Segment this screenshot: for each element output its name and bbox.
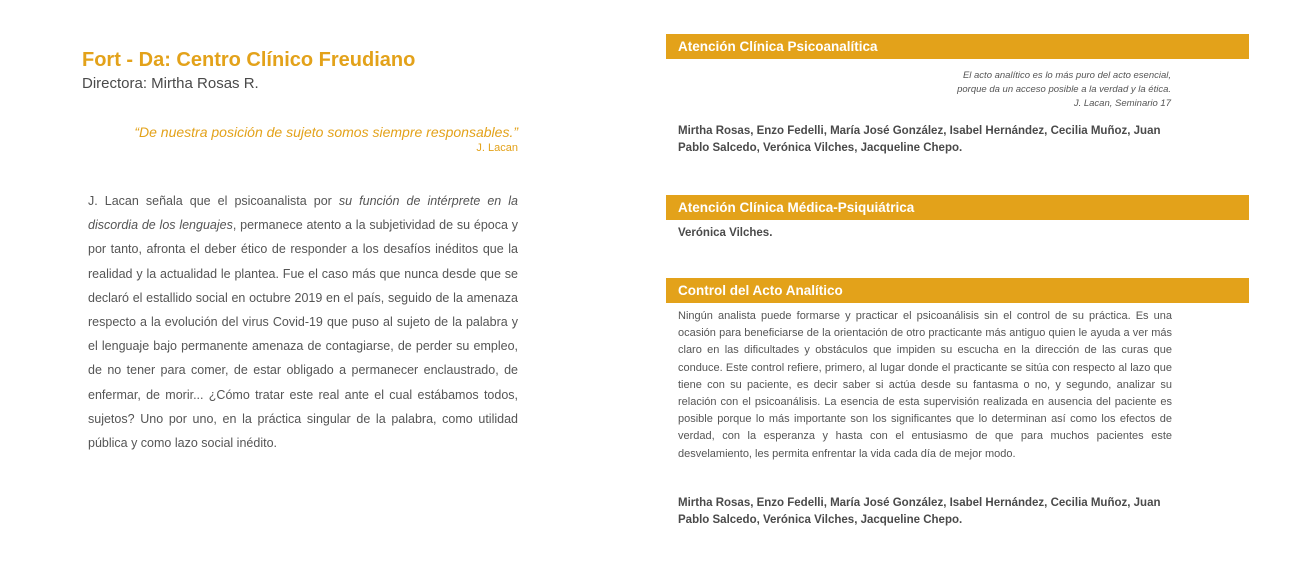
quote-text: “De nuestra posición de sujeto somos siempre responsables.” bbox=[134, 124, 518, 140]
page-title: Fort - Da: Centro Clínico Freudiano bbox=[82, 49, 416, 71]
control-paragraph: Ningún analista puede formarse y practicar el psicoanálisis sin el control de su práctica. Es una ocasión para beneficiarse de la orientación de otro practicante más antiguo quien le ayuda a ver más claro en las dificultades y obstáculos que impiden su escucha en la dirección de las curas que conduce. Este control refiere, primero, al lugar donde el practicante se sitúa con respecto al lazo que tiene con su paciente, es decir saber si actúa desde su fantasma o no, y segundo, analizar su relación con el psicoanálisis. La esencia de esta supervisión realizada en ausencia del paciente es posible porque lo más importante son los significantes que lo determinan así como los efectos de verdad, con la esperanza y hasta con el entusiasmo de que para muchos pacientes este desvelamiento, les permita enfrentar la vida cada día de mejor modo. bbox=[678, 310, 1172, 460]
intro-text-start: J. Lacan señala que el psicoanalista por bbox=[88, 194, 339, 208]
epigraph-line-2: porque da un acceso posible a la verdad y la ética. bbox=[957, 84, 1171, 95]
quote-author: J. Lacan bbox=[476, 142, 518, 154]
intro-text-emphasis: su función de intérprete en la discordia de los lenguajes bbox=[88, 194, 518, 233]
psychiatric-team: Verónica Vilches. bbox=[678, 227, 773, 239]
control-team: Mirtha Rosas, Enzo Fedelli, María José González, Isabel Hernández, Cecilia Muñoz, Juan Pablo Salcedo, Verónica Vilches, Jacqueline Chepo. bbox=[678, 497, 1161, 526]
epigraph-source: J. Lacan, Seminario 17 bbox=[1073, 98, 1171, 109]
epigraph-line-1: El acto analítico es lo más puro del acto esencial, bbox=[962, 70, 1171, 81]
lacan-quote bbox=[134, 124, 518, 154]
intro-paragraph bbox=[88, 189, 518, 455]
section-heading-control: Control del Acto Analítico bbox=[666, 278, 1249, 303]
intro-text-rest: , permanece atento a la subjetividad de su época y por tanto, afronta el deber ético de responder a los desafíos inéditos que la realidad y la actualidad le plantea. Fue el caso más que nunca desde que se declaró el estallido social en octubre 2019 en el país, seguido de la amenaza respecto a la evolución del virus Covid-19 que puso al sujeto de la palabra y el lenguaje bajo permanente amenaza de contagiarse, de perder su empleo, de no tener para comer, de estar obligado a permanecer enclaustrado, de enfermar, de morir... ¿Cómo tratar este real ante el cual estábamos todos, sujetos? Uno por uno, en la práctica singular de la palabra, como utilidad pública y como lazo social inédito. bbox=[88, 218, 519, 451]
epigraph bbox=[957, 69, 1171, 111]
section-heading-psychoanalytic: Atención Clínica Psicoanalítica bbox=[666, 34, 1249, 59]
psychoanalytic-team: Mirtha Rosas, Enzo Fedelli, María José González, Isabel Hernández, Cecilia Muñoz, Juan Pablo Salcedo, Verónica Vilches, Jacqueline Chepo. bbox=[678, 125, 1161, 154]
section-heading-psychiatric: Atención Clínica Médica-Psiquiátrica bbox=[666, 195, 1249, 220]
director-line: Directora: Mirtha Rosas R. bbox=[82, 75, 259, 92]
